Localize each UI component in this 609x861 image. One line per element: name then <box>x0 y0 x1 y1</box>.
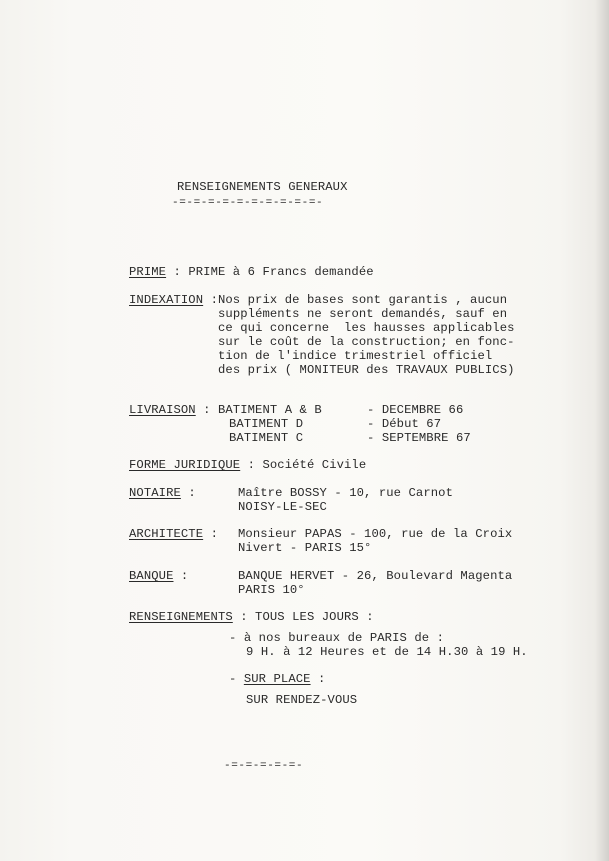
architecte-line-1: Monsieur PAPAS - 100, rue de la Croix <box>238 527 513 541</box>
indexation-line-6: des prix ( MONITEUR des TRAVAUX PUBLICS) <box>218 363 515 377</box>
architecte-sep: : <box>210 527 218 541</box>
notaire-label-wrap <box>129 487 196 500</box>
livraison-date-1: - DECEMBRE 66 <box>367 403 464 417</box>
notaire-line-1: Maître BOSSY - 10, rue Carnot <box>238 486 453 500</box>
architecte-line-2: Nivert - PARIS 15° <box>238 541 372 555</box>
livraison-label: LIVRAISON <box>129 403 196 417</box>
livraison-building-3: BATIMENT C <box>229 431 304 445</box>
livraison-date-2: - Début 67 <box>367 417 442 431</box>
page-edge-shadow <box>595 0 609 861</box>
prime-text: : PRIME à 6 Francs demandée <box>173 265 374 279</box>
indexation-text-1: :Nos prix de bases sont garantis , aucun <box>210 293 508 307</box>
livraison-colon: : <box>203 403 218 417</box>
indexation-line-5: tion de l'indice trimestriel officiel <box>218 349 493 363</box>
livraison-building-1: BATIMENT A & B <box>217 403 322 417</box>
livraison-building-2: BATIMENT D <box>229 417 304 431</box>
indexation-line-1 <box>129 294 507 307</box>
banque-label: BANQUE <box>129 569 174 583</box>
surplace-label: SUR PLACE <box>243 672 311 686</box>
renseignements-section <box>129 611 374 624</box>
banque-line-2: PARIS 10° <box>238 583 305 597</box>
livraison-date-3: - SEPTEMBRE 67 <box>367 431 471 445</box>
page-title: RENSEIGNEMENTS GENERAUX <box>177 180 348 194</box>
title-rule: -=-=-=-=-=-=-=-=-=-=- <box>172 197 324 209</box>
notaire-label: NOTAIRE <box>129 486 181 500</box>
bottom-rule: -=-=-=-=-=- <box>224 760 304 772</box>
indexation-label: INDEXATION <box>129 293 204 307</box>
renseignements-bureaux: - à nos bureaux de PARIS de : <box>229 631 444 645</box>
banque-label-wrap <box>129 570 188 583</box>
surplace-line <box>229 673 325 686</box>
prime-label: PRIME <box>129 265 167 279</box>
indexation-line-3: ce qui concerne les hausses applicables <box>218 321 515 335</box>
banque-line-1: BANQUE HERVET - 26, Boulevard Magenta <box>238 569 513 583</box>
forme-label: FORME JURIDIQUE <box>129 458 241 472</box>
forme-section <box>129 459 366 472</box>
banque-sep: : <box>180 569 189 583</box>
notaire-sep: : <box>188 486 196 500</box>
renseignements-label: RENSEIGNEMENTS <box>129 610 233 624</box>
livraison-row-1 <box>129 404 322 417</box>
surplace-rdv: SUR RENDEZ-VOUS <box>246 693 358 707</box>
notaire-line-2: NOISY-LE-SEC <box>238 500 327 514</box>
surplace-colon: : <box>318 672 326 686</box>
prime-section <box>129 266 374 279</box>
architecte-label: ARCHITECTE <box>129 527 204 541</box>
surplace-dash: - <box>229 672 237 686</box>
forme-text: : Société Civile <box>247 458 367 472</box>
indexation-line-4: sur le coût de la construction; en fonc- <box>218 335 515 349</box>
renseignements-hours: 9 H. à 12 Heures et de 14 H.30 à 19 H. <box>246 645 528 659</box>
indexation-line-2: suppléments ne seront demandés, sauf en <box>218 307 508 321</box>
renseignements-text: : TOUS LES JOURS : <box>240 610 374 624</box>
architecte-label-wrap <box>129 528 218 541</box>
